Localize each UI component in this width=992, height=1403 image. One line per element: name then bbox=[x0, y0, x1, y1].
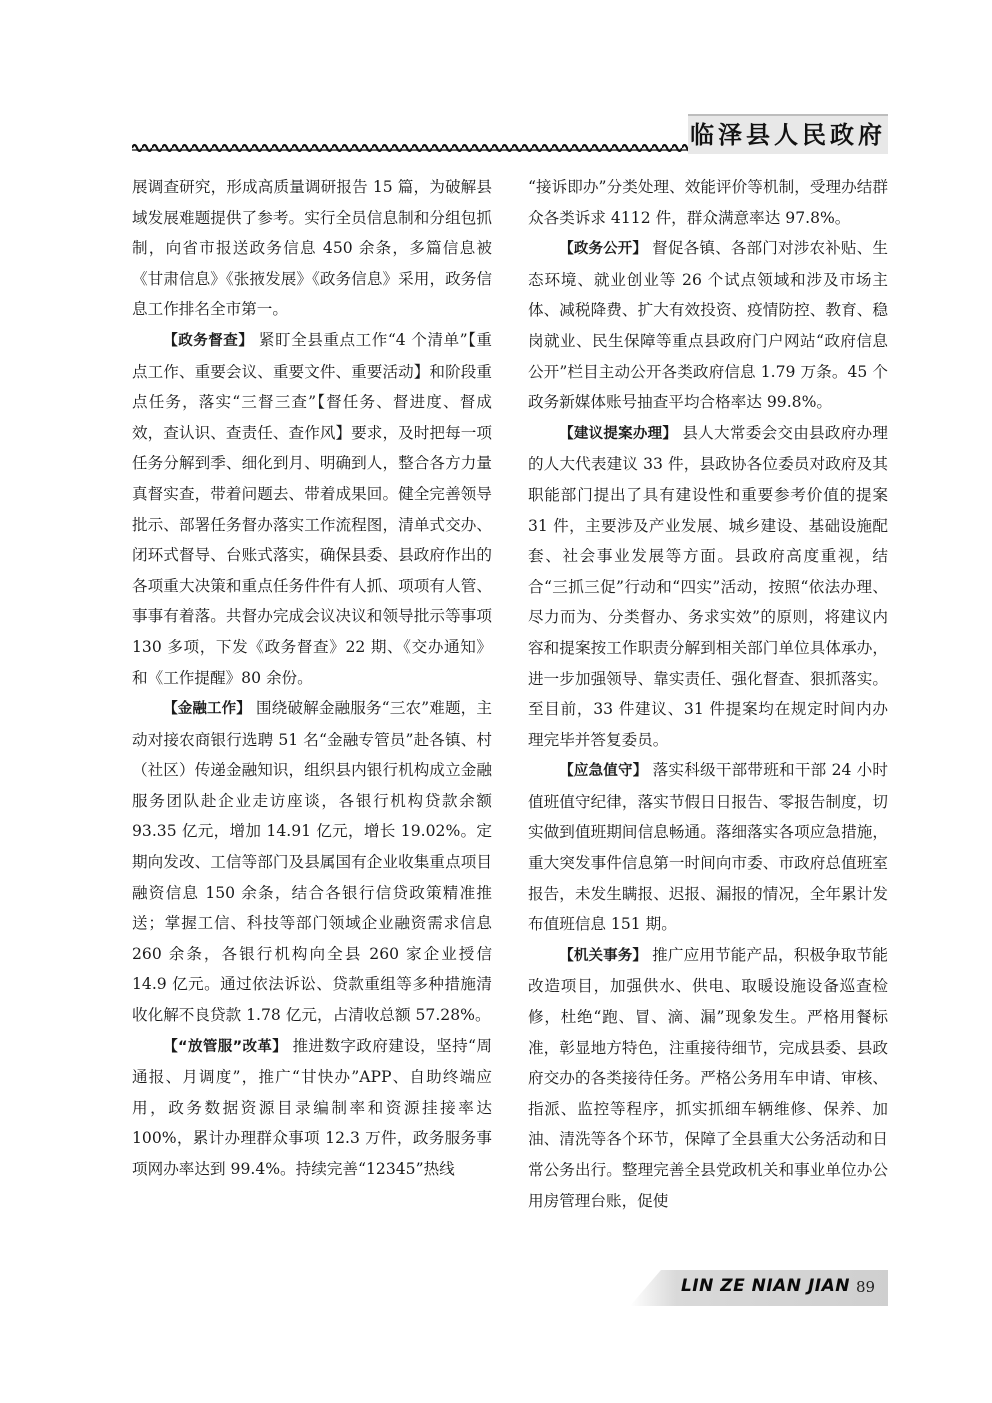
paragraph-text: 紧盯全县重点工作“4 个清单”【重点工作、重要会议、重要文件、重要活动】和阶段重点任务，落实“三督三查”【督任务、督进度、督成效，查认识、查责任、查作风】要求，及时把每一项任务分解到季、细化到月、明确到人，整合各方力量真督实查，带着问题去、带着成果回。健全完善领导批示、部署任务督办落实工作流程图，清单式交办、闭环式督导、台账式落实，确保县委、县政府作出的各项重大决策和重点任务件件有人抓、项项有人管、事事有着落。共督办完成会议决议和领导批示等事项 130 多项，下发《政务督查》22 期、《交办通知》和《工作提醒》80 余份。 bbox=[132, 330, 492, 687]
left-column bbox=[132, 172, 492, 1185]
paragraph-text: 落实科级干部带班和干部 24 小时值班值守纪律，落实节假日日报告、零报告制度，切实做到值班期间信息畅通。落细落实各项应急措施，重大突发事件信息第一时间向市委、市政府总值班室报告，未发生瞒报、迟报、漏报的情况，全年累计发布值班信息 151 期。 bbox=[528, 761, 888, 934]
paragraph-text: 围绕破解金融服务“三农”难题，主动对接农商银行选聘 51 名“金融专管员”赴各镇、村（社区）传递金融知识，组织县内银行机构成立金融服务团队赴企业走访座谈，各银行机构贷款余额 93.35 亿元，增加 14.91 亿元，增长 19.02%。定期向发改、工信等部门及县属国有企业收集重点项目融资信息 150 余条，结合各银行信贷政策精准推送；掌握工信、科技等部门领域企业融资需求信息 260 余条，各银行机构向全县 260 家企业授信 14.9 亿元。通过依法诉讼、贷款重组等多种措施清收化解不良贷款 1.78 亿元，占清收总额 57.28%。 bbox=[132, 699, 492, 1025]
section-heading: 【“放管服”改革】 bbox=[163, 1038, 288, 1055]
paragraph bbox=[528, 233, 888, 418]
section-heading: 【机关事务】 bbox=[559, 947, 648, 964]
page-number: 89 bbox=[856, 1278, 876, 1296]
section-heading: 【建议提案办理】 bbox=[559, 425, 678, 442]
section-heading: 【政务督查】 bbox=[163, 332, 254, 349]
right-column bbox=[528, 172, 888, 1216]
paragraph bbox=[528, 940, 888, 1216]
header-wavy-rule bbox=[132, 138, 692, 152]
section-heading: 【政务公开】 bbox=[559, 241, 648, 258]
paragraph-text: 县人大常委会交由县政府办理的人大代表建议 33 件，县政协各位委员对政府及其职能部门提出了具有建设性和重要参考价值的提案 31 件，主要涉及产业发展、城乡建设、基础设施配套、社会事业发展等方面。县政府高度重视，结合“三抓三促”行动和“四实”活动，按照“依法办理、尽力而为、分类督办、务求实效”的原则，将建议内容和提案按工作职责分解到相关部门单位具体承办，进一步加强领导、靠实责任、强化督查、狠抓落实。至目前，33 件建议、31 件提案均在规定时间内办理完毕并答复委员。 bbox=[528, 423, 888, 749]
paragraph bbox=[132, 172, 492, 325]
paragraph-text: 督促各镇、各部门对涉农补贴、生态环境、就业创业等 26 个试点领域和涉及市场主体、减税降费、扩大有效投资、疫情防控、教育、稳岗就业、民生保障等重点县政府门户网站“政府信息公开”栏目主动公开各类政府信息 1.79 万条。45 个政务新媒体账号抽查平均合格率达 99.8%。 bbox=[528, 239, 888, 412]
paragraph bbox=[528, 418, 888, 756]
section-heading: 【应急值守】 bbox=[559, 763, 648, 780]
paragraph-text: 推广应用节能产品，积极争取节能改造项目，加强供水、供电、取暖设施设备巡查检修，杜绝“跑、冒、滴、漏”现象发生。严格用餐标准，彰显地方特色，注重接待细节，完成县委、县政府交办的各类接待任务。严格公务用车申请、审核、指派、监控等程序，抓实抓细车辆维修、保养、加油、清洗等各个环节，保障了全县重大公务活动和日常公务出行。整理完善全县党政机关和事业单位办公用房管理台账，促使 bbox=[528, 945, 888, 1210]
paragraph bbox=[528, 172, 888, 233]
header-title: 临泽县人民政府 bbox=[688, 114, 888, 154]
paragraph bbox=[528, 755, 888, 940]
paragraph bbox=[132, 1031, 492, 1185]
paragraph-text: “接诉即办”分类处理、效能评价等机制，受理办结群众各类诉求 4112 件，群众满意率达 97.8%。 bbox=[528, 178, 888, 227]
footer-journal-title: LIN ZE NIAN JIAN bbox=[680, 1276, 850, 1296]
paragraph bbox=[132, 693, 492, 1031]
paragraph-text: 推进数字政府建设，坚持“周通报、月调度”，推广“甘快办”APP、自助终端应用，政务数据资源目录编制率和资源挂接率达 100%，累计办理群众事项 12.3 万件，政务服务事项网办率达到 99.4%。持续完善“12345”热线 bbox=[132, 1036, 492, 1178]
section-heading: 【金融工作】 bbox=[163, 701, 251, 718]
paragraph-text: 展调查研究，形成高质量调研报告 15 篇，为破解县域发展难题提供了参考。实行全员信息制和分组包抓制，向省市报送政务信息 450 余条，多篇信息被《甘肃信息》《张掖发展》《政务信息》采用，政务信息工作排名全市第一。 bbox=[132, 178, 492, 319]
paragraph bbox=[132, 325, 492, 693]
